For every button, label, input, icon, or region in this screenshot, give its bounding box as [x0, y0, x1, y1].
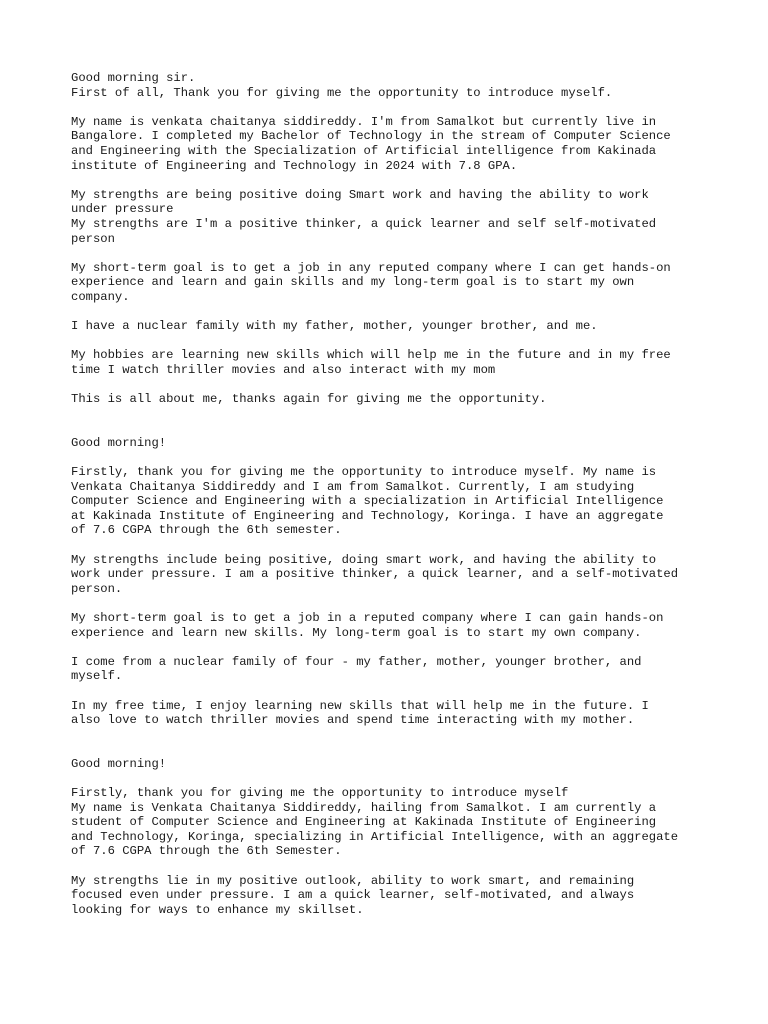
- paragraph-spacer: [71, 450, 711, 465]
- section-spacer: [71, 407, 711, 436]
- paragraph-spacer: [71, 538, 711, 553]
- hobbies-paragraph: My hobbies are learning new skills which will help me in the future and in my free time I watch thriller movies and also interact with my mom: [71, 348, 671, 377]
- document-page: [71, 71, 711, 917]
- paragraph-spacer: [71, 377, 711, 392]
- greeting-paragraph: Good morning!: [71, 435, 167, 450]
- paragraph-spacer: [71, 596, 711, 611]
- introduction-paragraph: Firstly, thank you for giving me the opportunity to introduce myself. My name is Venkata Chaitanya Siddireddy and I am from Samalkot. Currently, I am studying Computer Science and Engineering with a specialization in Artificial Intelligence at Kakinada Institute of Engineering and Technology, Koringa. I have an aggregate of 7.6 CGPA through the 6th semester.: [71, 465, 664, 538]
- paragraph-spacer: [71, 640, 711, 655]
- strengths-paragraph: My strengths lie in my positive outlook, ability to work smart, and remaining focused even under pressure. I am a quick learner, self-motivated, and always looking for ways to enhance my skillset.: [71, 873, 635, 917]
- hobbies-paragraph: In my free time, I enjoy learning new skills that will help me in the future. I also love to watch thriller movies and spend time interacting with my mother.: [71, 698, 649, 728]
- greeting-paragraph: Good morning!: [71, 756, 167, 771]
- section-spacer: [71, 728, 711, 757]
- goals-paragraph: My short-term goal is to get a job in any reputed company where I can get hands-on experience and learn and gain skills and my long-term goal is to start my own company.: [71, 260, 671, 304]
- family-paragraph: I come from a nuclear family of four - my father, mother, younger brother, and myself.: [71, 654, 642, 684]
- introduction-paragraph: My name is venkata chaitanya siddireddy. I'm from Samalkot but currently live in Bangalore. I completed my Bachelor of Technology in the stream of Computer Science and Engineering with the Specialization of Artificial intelligence from Kakinada institute of Engineering and Technology in 2024 with 7.8 GPA.: [71, 114, 671, 173]
- paragraph-spacer: [71, 246, 711, 261]
- paragraph-spacer: [71, 859, 711, 874]
- introduction-paragraph: Firstly, thank you for giving me the opportunity to introduce myself My name is Venkata Chaitanya Siddireddy, hailing from Samalkot. I am currently a student of Computer Science and Engineering at Kakinada Institute of Engineering and Technology, Koringa, specializing in Artificial Intelligence, with an aggregate of 7.6 CGPA through the 6th Semester.: [71, 786, 679, 859]
- strengths-paragraph: My strengths are being positive doing Smart work and having the ability to work under pressure My strengths are I'm a positive thinker, a quick learner and self self-motivated person: [71, 187, 657, 246]
- paragraph-spacer: [71, 305, 711, 320]
- goals-paragraph: My short-term goal is to get a job in a reputed company where I can gain hands-on experience and learn new skills. My long-term goal is to start my own company.: [71, 610, 664, 640]
- strengths-paragraph: My strengths include being positive, doing smart work, and having the ability to work under pressure. I am a positive thinker, a quick learner, and a self-motivated person.: [71, 552, 679, 596]
- paragraph-spacer: [71, 684, 711, 699]
- paragraph-spacer: [71, 334, 711, 349]
- greeting-paragraph: Good morning sir. First of all, Thank you for giving me the opportunity to introduce myself.: [71, 71, 613, 100]
- closing-paragraph: This is all about me, thanks again for giving me the opportunity.: [71, 392, 547, 407]
- paragraph-spacer: [71, 173, 711, 188]
- family-paragraph: I have a nuclear family with my father, mother, younger brother, and me.: [71, 319, 598, 334]
- paragraph-spacer: [71, 772, 711, 787]
- paragraph-spacer: [71, 100, 711, 115]
